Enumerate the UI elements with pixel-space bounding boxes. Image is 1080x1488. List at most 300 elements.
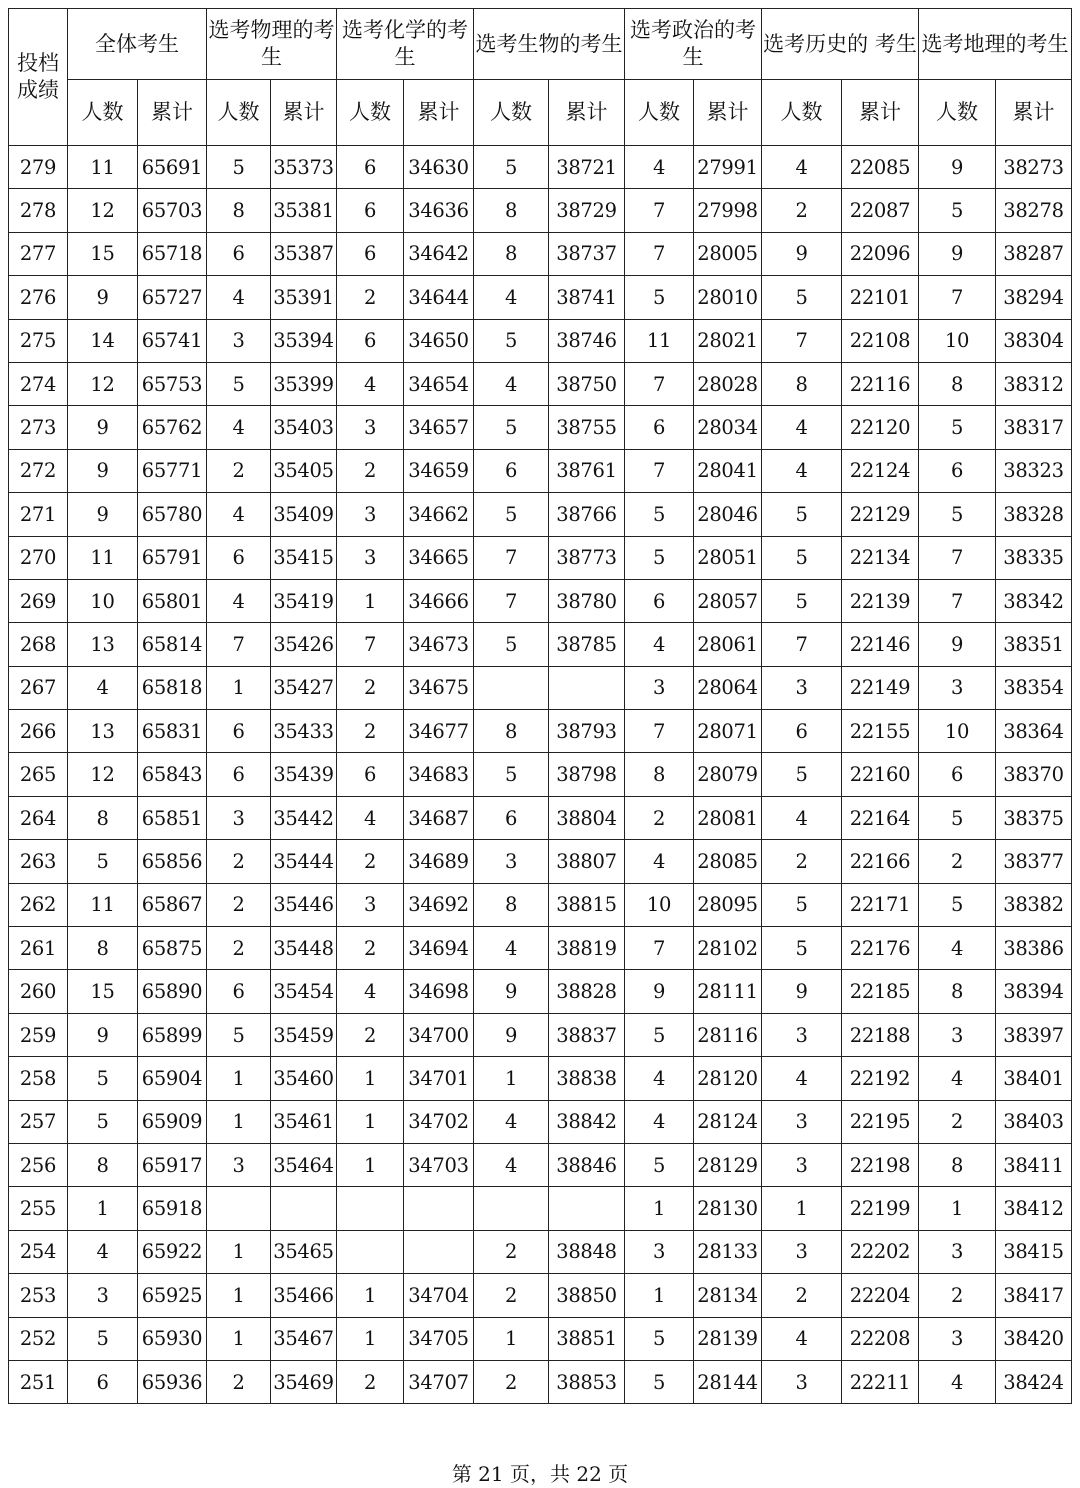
cell-history-count: 3 (762, 666, 842, 709)
cell-history-count: 5 (762, 927, 842, 970)
cell-chemistry-cum: 34705 (404, 1317, 474, 1360)
cell-chemistry-count: 2 (337, 1360, 404, 1403)
cell-physics-count: 1 (207, 1057, 271, 1100)
cell-biology-count: 4 (474, 1100, 549, 1143)
cell-all-cum: 65930 (138, 1317, 207, 1360)
cell-history-cum: 22208 (842, 1317, 919, 1360)
cell-history-cum: 22195 (842, 1100, 919, 1143)
cell-geography-count: 4 (919, 1360, 996, 1403)
cell-physics-cum: 35381 (271, 189, 337, 232)
cell-history-cum: 22085 (842, 146, 919, 189)
cell-all-count: 15 (68, 970, 138, 1013)
cell-biology-cum (549, 666, 625, 709)
cell-all-count: 11 (68, 536, 138, 579)
cell-score: 279 (9, 146, 68, 189)
cell-biology-count (474, 666, 549, 709)
cell-geography-cum: 38323 (996, 449, 1072, 492)
cell-politics-count: 7 (625, 189, 694, 232)
cell-all-cum: 65814 (138, 623, 207, 666)
cell-chemistry-cum: 34704 (404, 1274, 474, 1317)
cell-geography-cum: 38412 (996, 1187, 1072, 1230)
cell-history-cum: 22155 (842, 710, 919, 753)
cell-biology-cum: 38846 (549, 1143, 625, 1186)
cell-physics-count: 3 (207, 319, 271, 362)
cell-chemistry-cum: 34630 (404, 146, 474, 189)
cell-all-cum: 65762 (138, 406, 207, 449)
cell-all-cum: 65856 (138, 840, 207, 883)
header-group-politics: 选考政治的考生 (625, 9, 762, 80)
cell-chemistry-cum: 34692 (404, 883, 474, 926)
cell-physics-count: 2 (207, 840, 271, 883)
cell-physics-cum: 35446 (271, 883, 337, 926)
cell-physics-count: 1 (207, 666, 271, 709)
cell-history-count: 2 (762, 189, 842, 232)
cell-politics-cum: 28144 (694, 1360, 762, 1403)
cell-chemistry-cum: 34654 (404, 362, 474, 405)
header-row-subcols (9, 80, 1072, 146)
cell-all-cum: 65831 (138, 710, 207, 753)
cell-biology-count: 2 (474, 1360, 549, 1403)
cell-all-cum: 65727 (138, 276, 207, 319)
cell-biology-cum: 38766 (549, 493, 625, 536)
cell-biology-count: 5 (474, 146, 549, 189)
cell-geography-count: 5 (919, 493, 996, 536)
cell-score: 258 (9, 1057, 68, 1100)
cell-politics-count: 7 (625, 362, 694, 405)
cell-chemistry-cum: 34675 (404, 666, 474, 709)
header-group-physics: 选考物理的考生 (207, 9, 337, 80)
cell-biology-count: 8 (474, 710, 549, 753)
cell-all-count: 12 (68, 362, 138, 405)
cell-chemistry-cum: 34677 (404, 710, 474, 753)
cell-score: 256 (9, 1143, 68, 1186)
cell-all-cum: 65851 (138, 796, 207, 839)
cell-physics-count: 4 (207, 276, 271, 319)
cell-all-count: 9 (68, 449, 138, 492)
cell-politics-cum: 28116 (694, 1013, 762, 1056)
cell-politics-cum: 27991 (694, 146, 762, 189)
cell-chemistry-count: 4 (337, 796, 404, 839)
cell-all-cum: 65771 (138, 449, 207, 492)
header-count: 人数 (474, 80, 549, 146)
cell-biology-count: 8 (474, 232, 549, 275)
cell-all-count: 4 (68, 666, 138, 709)
cell-history-count: 4 (762, 1057, 842, 1100)
cell-politics-cum: 28081 (694, 796, 762, 839)
cell-chemistry-count: 3 (337, 493, 404, 536)
cell-geography-count: 8 (919, 970, 996, 1013)
cell-all-cum: 65741 (138, 319, 207, 362)
cell-chemistry-cum: 34700 (404, 1013, 474, 1056)
cell-history-count: 3 (762, 1100, 842, 1143)
cell-physics-count: 6 (207, 232, 271, 275)
header-score: 投档成绩 (9, 9, 68, 146)
cell-politics-cum: 28102 (694, 927, 762, 970)
cell-chemistry-count: 7 (337, 623, 404, 666)
cell-chemistry-count: 2 (337, 1013, 404, 1056)
cell-geography-cum: 38424 (996, 1360, 1072, 1403)
cell-history-cum: 22096 (842, 232, 919, 275)
cell-physics-cum: 35391 (271, 276, 337, 319)
cell-all-count: 5 (68, 1317, 138, 1360)
cell-history-count: 5 (762, 536, 842, 579)
cell-chemistry-count: 4 (337, 362, 404, 405)
cell-all-cum: 65691 (138, 146, 207, 189)
cell-all-count: 13 (68, 710, 138, 753)
cell-physics-count: 3 (207, 1143, 271, 1186)
cell-biology-count: 4 (474, 276, 549, 319)
cell-politics-count: 5 (625, 1360, 694, 1403)
cell-chemistry-count (337, 1230, 404, 1273)
cell-physics-cum: 35454 (271, 970, 337, 1013)
cell-chemistry-count: 1 (337, 579, 404, 622)
cell-physics-count: 6 (207, 710, 271, 753)
cell-chemistry-cum: 34644 (404, 276, 474, 319)
cell-score: 257 (9, 1100, 68, 1143)
cell-score: 255 (9, 1187, 68, 1230)
table-row (9, 276, 1072, 319)
cell-politics-count: 4 (625, 146, 694, 189)
cell-biology-cum: 38804 (549, 796, 625, 839)
cell-politics-cum: 28133 (694, 1230, 762, 1273)
cell-politics-count: 5 (625, 1317, 694, 1360)
score-distribution-sheet (8, 8, 1071, 1404)
cell-history-cum: 22146 (842, 623, 919, 666)
cell-score: 275 (9, 319, 68, 362)
cell-score: 268 (9, 623, 68, 666)
cell-physics-cum: 35415 (271, 536, 337, 579)
cell-physics-cum: 35394 (271, 319, 337, 362)
cell-geography-count: 5 (919, 189, 996, 232)
header-cumulative: 累计 (694, 80, 762, 146)
cell-biology-cum: 38780 (549, 579, 625, 622)
cell-biology-cum: 38721 (549, 146, 625, 189)
cell-all-count: 9 (68, 1013, 138, 1056)
cell-geography-cum: 38342 (996, 579, 1072, 622)
cell-chemistry-count: 6 (337, 319, 404, 362)
cell-politics-cum: 28061 (694, 623, 762, 666)
cell-geography-count: 3 (919, 666, 996, 709)
cell-geography-count: 9 (919, 146, 996, 189)
cell-geography-cum: 38415 (996, 1230, 1072, 1273)
cell-politics-count: 3 (625, 1230, 694, 1273)
cell-politics-cum: 28046 (694, 493, 762, 536)
cell-physics-count: 3 (207, 796, 271, 839)
cell-biology-cum: 38755 (549, 406, 625, 449)
cell-score: 267 (9, 666, 68, 709)
cell-politics-cum: 28095 (694, 883, 762, 926)
cell-geography-cum: 38351 (996, 623, 1072, 666)
cell-chemistry-count: 1 (337, 1274, 404, 1317)
table-body (9, 146, 1072, 1404)
cell-geography-cum: 38420 (996, 1317, 1072, 1360)
table-row (9, 1317, 1072, 1360)
cell-history-cum: 22192 (842, 1057, 919, 1100)
cell-biology-cum: 38851 (549, 1317, 625, 1360)
cell-history-count: 5 (762, 883, 842, 926)
cell-chemistry-cum: 34698 (404, 970, 474, 1013)
cell-biology-count: 4 (474, 927, 549, 970)
cell-all-count: 6 (68, 1360, 138, 1403)
cell-geography-cum: 38354 (996, 666, 1072, 709)
cell-history-cum: 22199 (842, 1187, 919, 1230)
cell-history-count: 3 (762, 1013, 842, 1056)
cell-biology-count: 2 (474, 1230, 549, 1273)
cell-biology-cum: 38837 (549, 1013, 625, 1056)
cell-geography-cum: 38317 (996, 406, 1072, 449)
header-cumulative: 累计 (996, 80, 1072, 146)
cell-history-count: 1 (762, 1187, 842, 1230)
cell-history-cum: 22204 (842, 1274, 919, 1317)
cell-all-count: 5 (68, 840, 138, 883)
cell-geography-cum: 38386 (996, 927, 1072, 970)
header-count: 人数 (762, 80, 842, 146)
cell-history-cum: 22129 (842, 493, 919, 536)
cell-politics-count: 2 (625, 796, 694, 839)
cell-history-cum: 22101 (842, 276, 919, 319)
cell-geography-count: 10 (919, 319, 996, 362)
header-count: 人数 (625, 80, 694, 146)
cell-history-cum: 22211 (842, 1360, 919, 1403)
cell-all-cum: 65917 (138, 1143, 207, 1186)
cell-all-cum: 65753 (138, 362, 207, 405)
cell-biology-count: 3 (474, 840, 549, 883)
cell-chemistry-cum: 34702 (404, 1100, 474, 1143)
table-row (9, 927, 1072, 970)
header-cumulative: 累计 (549, 80, 625, 146)
cell-biology-count: 5 (474, 493, 549, 536)
cell-politics-count: 1 (625, 1274, 694, 1317)
cell-biology-count: 4 (474, 1143, 549, 1186)
header-row-groups (9, 9, 1072, 80)
cell-politics-cum: 28139 (694, 1317, 762, 1360)
cell-biology-cum: 38842 (549, 1100, 625, 1143)
cell-all-cum: 65936 (138, 1360, 207, 1403)
cell-geography-count: 8 (919, 362, 996, 405)
cell-all-cum: 65899 (138, 1013, 207, 1056)
table-row (9, 493, 1072, 536)
cell-chemistry-count: 2 (337, 449, 404, 492)
cell-physics-cum: 35409 (271, 493, 337, 536)
cell-chemistry-cum (404, 1230, 474, 1273)
cell-biology-cum: 38737 (549, 232, 625, 275)
table-row (9, 1143, 1072, 1186)
cell-physics-cum: 35444 (271, 840, 337, 883)
cell-history-count: 4 (762, 1317, 842, 1360)
cell-biology-count: 7 (474, 579, 549, 622)
cell-history-count: 6 (762, 710, 842, 753)
cell-score: 273 (9, 406, 68, 449)
cell-politics-count: 6 (625, 406, 694, 449)
cell-history-cum: 22087 (842, 189, 919, 232)
header-cumulative: 累计 (271, 80, 337, 146)
cell-geography-count: 5 (919, 406, 996, 449)
cell-physics-count (207, 1187, 271, 1230)
cell-biology-count: 2 (474, 1274, 549, 1317)
cell-politics-count: 4 (625, 1057, 694, 1100)
cell-history-count: 3 (762, 1143, 842, 1186)
cell-history-cum: 22176 (842, 927, 919, 970)
cell-geography-count: 7 (919, 536, 996, 579)
cell-all-cum: 65780 (138, 493, 207, 536)
cell-biology-cum: 38853 (549, 1360, 625, 1403)
cell-geography-cum: 38328 (996, 493, 1072, 536)
cell-chemistry-count: 6 (337, 146, 404, 189)
cell-history-cum: 22188 (842, 1013, 919, 1056)
table-row (9, 1187, 1072, 1230)
cell-physics-cum: 35467 (271, 1317, 337, 1360)
table-row (9, 666, 1072, 709)
cell-history-count: 8 (762, 362, 842, 405)
cell-physics-cum: 35459 (271, 1013, 337, 1056)
cell-geography-cum: 38312 (996, 362, 1072, 405)
table-header (9, 9, 1072, 146)
cell-physics-cum: 35426 (271, 623, 337, 666)
cell-politics-count: 10 (625, 883, 694, 926)
cell-history-cum: 22139 (842, 579, 919, 622)
cell-biology-cum: 38798 (549, 753, 625, 796)
cell-chemistry-cum: 34703 (404, 1143, 474, 1186)
table-row (9, 1057, 1072, 1100)
cell-physics-cum (271, 1187, 337, 1230)
cell-politics-cum: 27998 (694, 189, 762, 232)
cell-biology-count: 8 (474, 883, 549, 926)
cell-history-count: 2 (762, 840, 842, 883)
cell-physics-count: 5 (207, 362, 271, 405)
header-count: 人数 (207, 80, 271, 146)
cell-all-count: 13 (68, 623, 138, 666)
cell-politics-count: 5 (625, 1013, 694, 1056)
cell-score: 252 (9, 1317, 68, 1360)
cell-history-cum: 22116 (842, 362, 919, 405)
cell-chemistry-cum: 34657 (404, 406, 474, 449)
cell-physics-count: 2 (207, 1360, 271, 1403)
table-row (9, 1230, 1072, 1273)
cell-biology-count: 6 (474, 449, 549, 492)
cell-physics-cum: 35465 (271, 1230, 337, 1273)
cell-chemistry-count: 6 (337, 753, 404, 796)
score-table (8, 8, 1072, 1404)
cell-score: 277 (9, 232, 68, 275)
cell-chemistry-count: 1 (337, 1100, 404, 1143)
cell-biology-count: 5 (474, 319, 549, 362)
cell-history-count: 5 (762, 276, 842, 319)
cell-politics-cum: 28005 (694, 232, 762, 275)
cell-chemistry-cum: 34659 (404, 449, 474, 492)
cell-politics-count: 7 (625, 449, 694, 492)
cell-history-count: 4 (762, 796, 842, 839)
cell-score: 264 (9, 796, 68, 839)
cell-politics-cum: 28051 (694, 536, 762, 579)
cell-all-cum: 65918 (138, 1187, 207, 1230)
cell-history-cum: 22160 (842, 753, 919, 796)
cell-politics-count: 7 (625, 232, 694, 275)
cell-physics-count: 1 (207, 1230, 271, 1273)
cell-biology-count (474, 1187, 549, 1230)
table-row (9, 1100, 1072, 1143)
cell-biology-cum (549, 1187, 625, 1230)
cell-chemistry-cum: 34683 (404, 753, 474, 796)
cell-politics-count: 7 (625, 710, 694, 753)
cell-politics-count: 4 (625, 623, 694, 666)
cell-chemistry-cum: 34666 (404, 579, 474, 622)
cell-all-count: 9 (68, 406, 138, 449)
cell-chemistry-count: 2 (337, 840, 404, 883)
cell-chemistry-count: 1 (337, 1143, 404, 1186)
cell-geography-count: 5 (919, 796, 996, 839)
header-cumulative: 累计 (842, 80, 919, 146)
cell-history-count: 5 (762, 493, 842, 536)
cell-biology-cum: 38815 (549, 883, 625, 926)
cell-politics-cum: 28120 (694, 1057, 762, 1100)
table-row (9, 1274, 1072, 1317)
cell-history-cum: 22185 (842, 970, 919, 1013)
cell-politics-cum: 28041 (694, 449, 762, 492)
cell-score: 272 (9, 449, 68, 492)
cell-biology-cum: 38761 (549, 449, 625, 492)
cell-all-cum: 65875 (138, 927, 207, 970)
cell-chemistry-cum (404, 1187, 474, 1230)
cell-geography-cum: 38403 (996, 1100, 1072, 1143)
cell-history-count: 5 (762, 753, 842, 796)
cell-history-cum: 22164 (842, 796, 919, 839)
cell-physics-count: 5 (207, 146, 271, 189)
cell-chemistry-count: 2 (337, 666, 404, 709)
cell-politics-cum: 28028 (694, 362, 762, 405)
cell-chemistry-cum: 34662 (404, 493, 474, 536)
cell-history-cum: 22166 (842, 840, 919, 883)
table-row (9, 1360, 1072, 1403)
cell-physics-cum: 35461 (271, 1100, 337, 1143)
cell-biology-count: 4 (474, 362, 549, 405)
cell-chemistry-cum: 34701 (404, 1057, 474, 1100)
cell-score: 271 (9, 493, 68, 536)
cell-all-cum: 65801 (138, 579, 207, 622)
table-row (9, 362, 1072, 405)
table-row (9, 319, 1072, 362)
cell-politics-cum: 28111 (694, 970, 762, 1013)
cell-politics-cum: 28064 (694, 666, 762, 709)
table-row (9, 536, 1072, 579)
cell-biology-count: 1 (474, 1317, 549, 1360)
cell-geography-cum: 38397 (996, 1013, 1072, 1056)
cell-biology-cum: 38729 (549, 189, 625, 232)
cell-geography-count: 3 (919, 1317, 996, 1360)
cell-physics-cum: 35419 (271, 579, 337, 622)
cell-all-count: 12 (68, 753, 138, 796)
cell-history-cum: 22149 (842, 666, 919, 709)
cell-politics-cum: 28057 (694, 579, 762, 622)
cell-score: 274 (9, 362, 68, 405)
cell-history-cum: 22134 (842, 536, 919, 579)
header-group-geography: 选考地理的考生 (919, 9, 1072, 80)
cell-all-count: 15 (68, 232, 138, 275)
cell-physics-count: 4 (207, 579, 271, 622)
cell-chemistry-count: 6 (337, 189, 404, 232)
cell-score: 260 (9, 970, 68, 1013)
cell-physics-count: 6 (207, 753, 271, 796)
cell-geography-count: 9 (919, 232, 996, 275)
cell-geography-count: 6 (919, 753, 996, 796)
cell-geography-count: 4 (919, 1057, 996, 1100)
cell-biology-count: 5 (474, 406, 549, 449)
cell-score: 278 (9, 189, 68, 232)
cell-history-cum: 22124 (842, 449, 919, 492)
cell-politics-cum: 28085 (694, 840, 762, 883)
cell-geography-cum: 38394 (996, 970, 1072, 1013)
cell-politics-count: 5 (625, 276, 694, 319)
cell-physics-count: 1 (207, 1317, 271, 1360)
